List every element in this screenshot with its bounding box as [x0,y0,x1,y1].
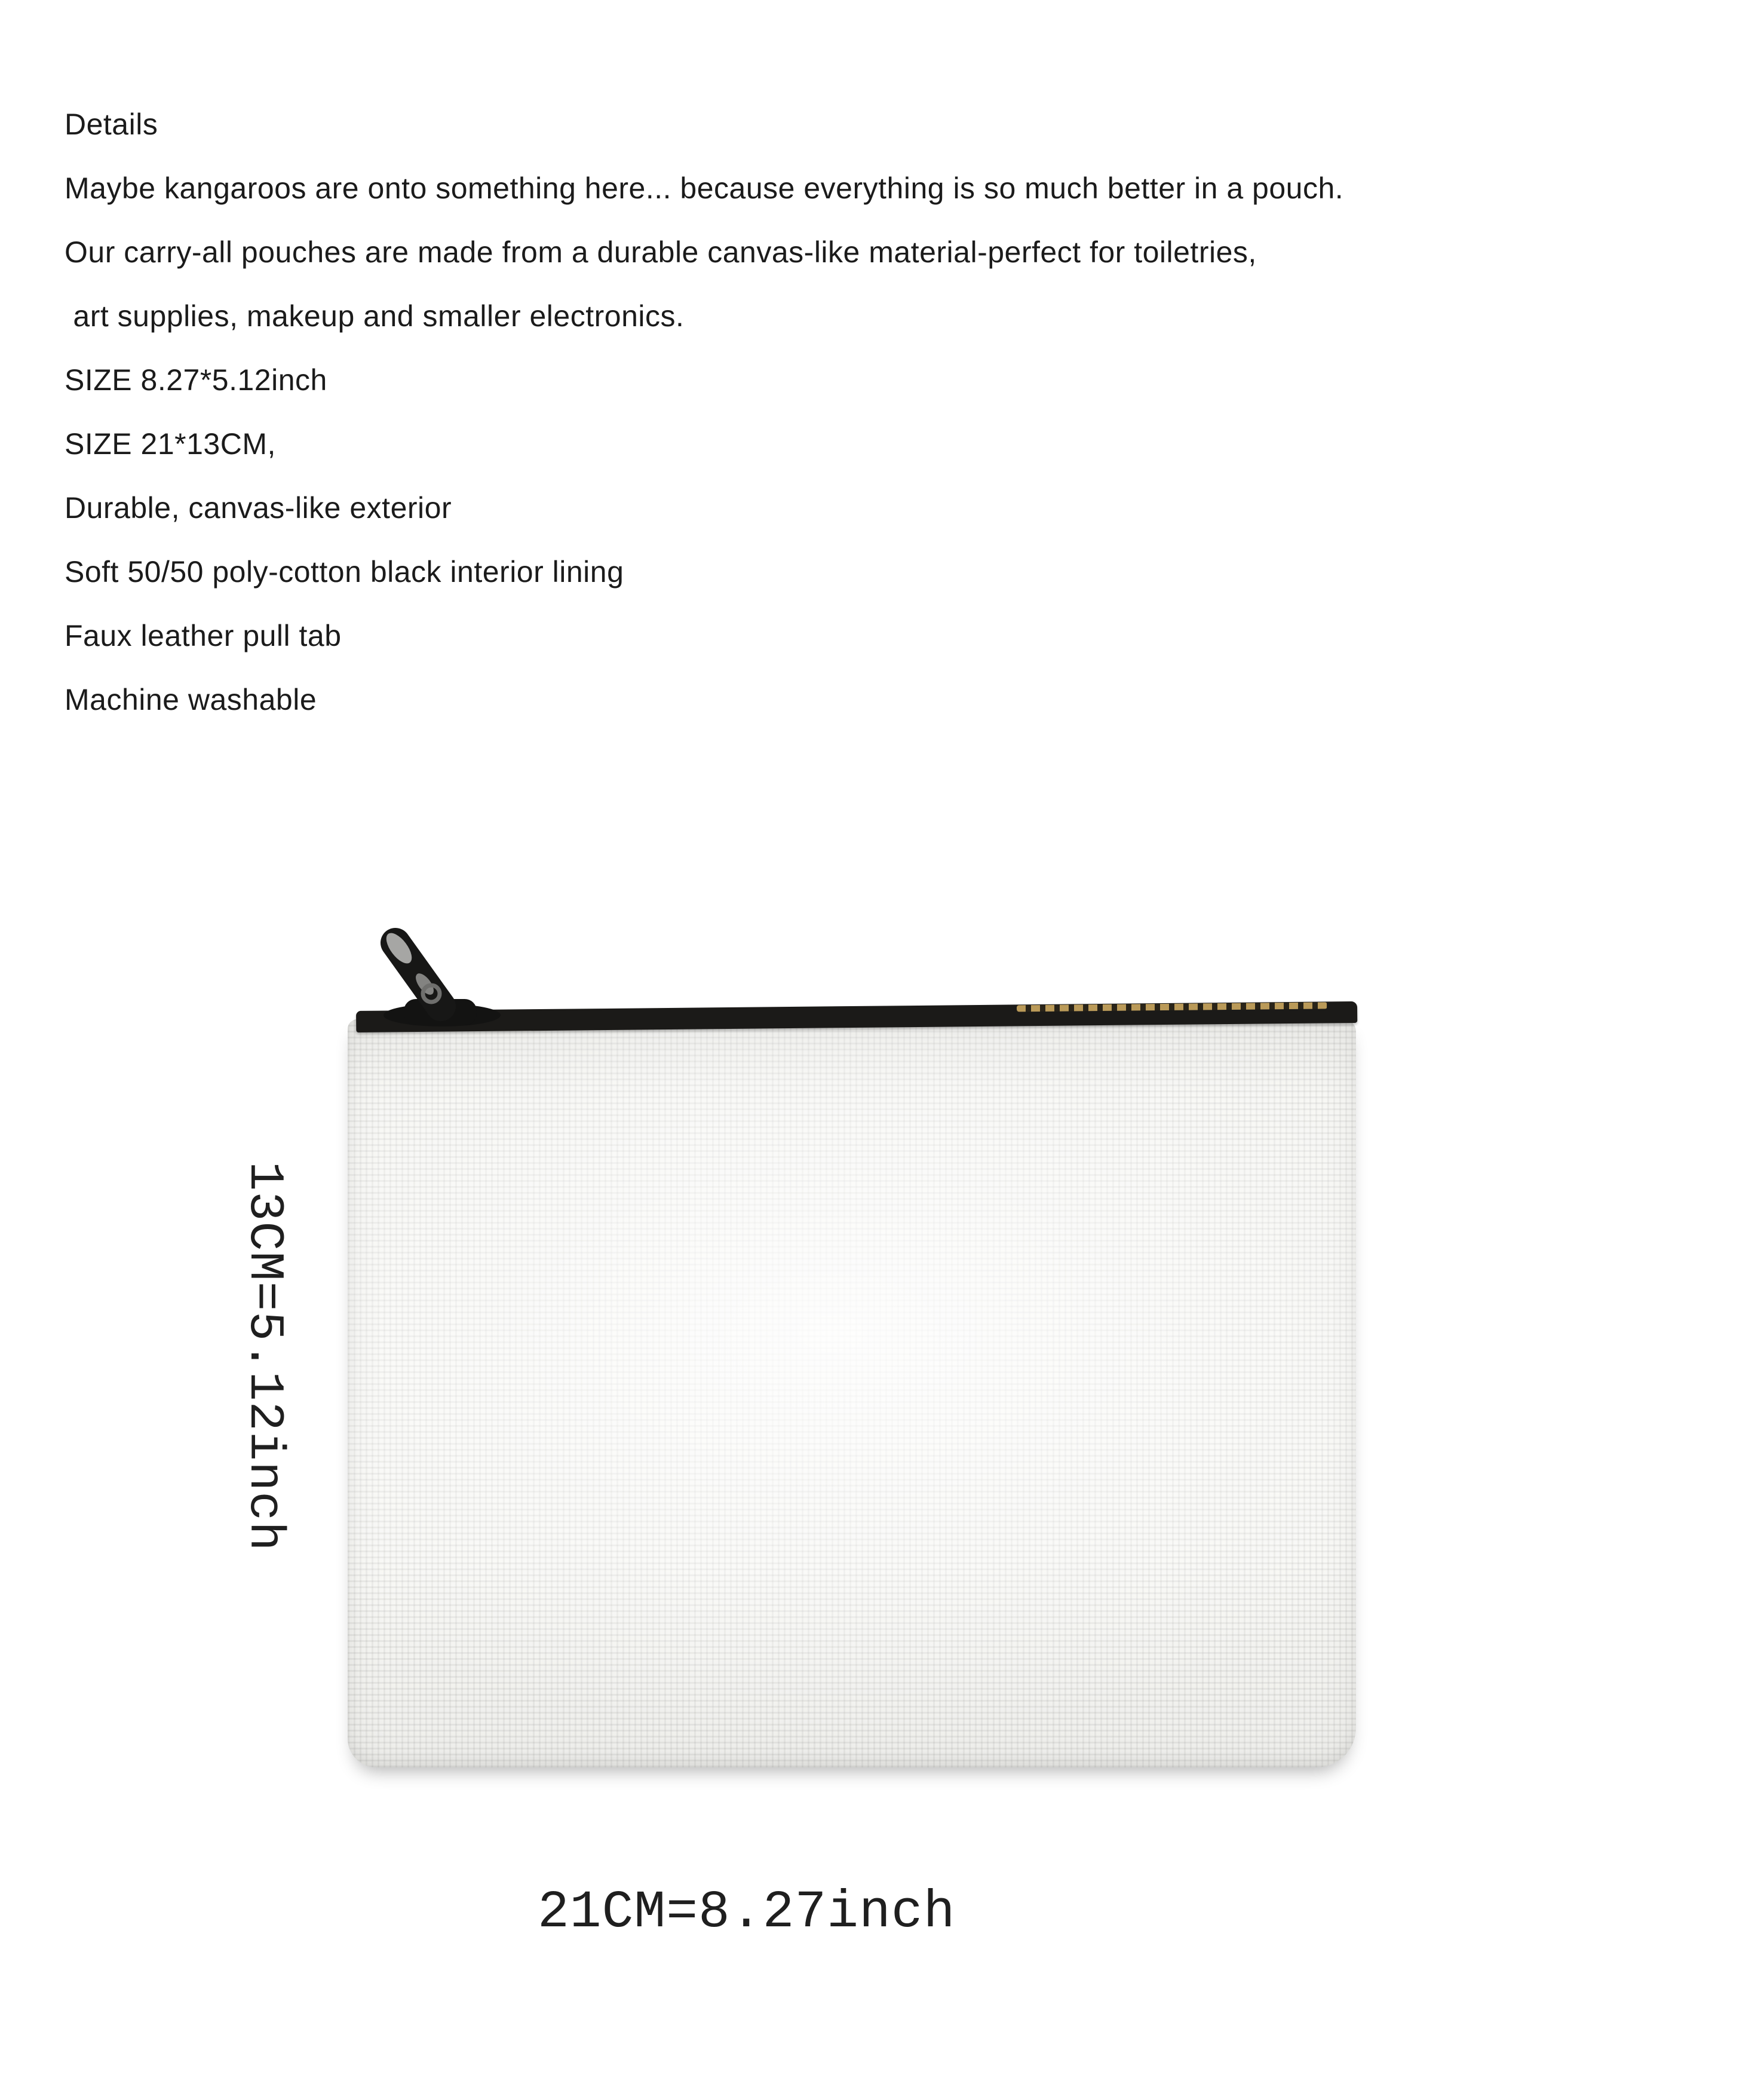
description-line: Durable, canvas-like exterior [65,491,452,525]
description-line-size-cm: SIZE 21*13CM, [65,427,276,461]
description-line-size-inch: SIZE 8.27*5.12inch [65,363,327,397]
details-heading: Details [65,108,158,141]
description-line: Machine washable [65,683,317,716]
width-dimension-label: 21CM=8.27inch [538,1883,956,1942]
description-line: Maybe kangaroos are onto something here... because everything is so much better in a pouch. [65,171,1344,205]
description-line: Our carry-all pouches are made from a durable canvas-like material-perfect for toiletries, [65,235,1257,269]
description-line: Faux leather pull tab [65,619,342,652]
height-dimension-label: 13CM=5.12inch [237,1162,292,1552]
product-photo-canvas-pouch [24,10,1740,2086]
description-line: art supplies, makeup and smaller electronics. [65,299,685,333]
description-line: Soft 50/50 poly-cotton black interior lining [65,555,624,589]
pouch-zipper-teeth [1017,1002,1327,1012]
pouch-zipper-pull-icon [346,888,514,1037]
pouch-fabric-body [348,1019,1356,1767]
